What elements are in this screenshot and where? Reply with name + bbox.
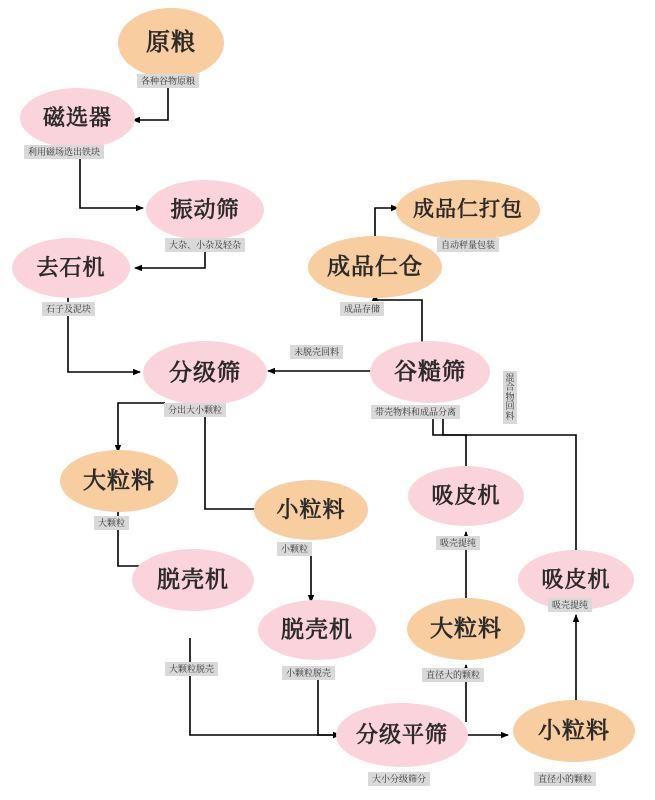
node-label: 分级筛 bbox=[169, 359, 241, 386]
edge-label-small-particles: 小颗粒 bbox=[277, 542, 312, 556]
edge-label-large-hulling: 大颗粒脱壳 bbox=[165, 662, 218, 676]
node-destoner[interactable] bbox=[12, 238, 130, 298]
node-label: 吸皮机 bbox=[431, 482, 501, 508]
node-vibrating-screen[interactable] bbox=[146, 180, 264, 240]
edge-label-mixed-return: 混合物回料 bbox=[503, 371, 517, 424]
edge-label-storage: 成品存储 bbox=[340, 302, 384, 316]
node-grading-screen[interactable] bbox=[143, 341, 267, 405]
edge-label-husk-purify-left: 吸壳提纯 bbox=[436, 536, 480, 550]
node-paddy-separator[interactable] bbox=[370, 341, 490, 403]
edge-label-unhulled-return: 未脱壳回料 bbox=[290, 345, 343, 359]
node-label: 脱壳机 bbox=[157, 566, 229, 593]
node-grading-flat-sifter[interactable] bbox=[336, 703, 468, 767]
node-huller-large[interactable] bbox=[132, 549, 254, 611]
node-label: 原粮 bbox=[146, 28, 196, 56]
edge-label-grading: 分出大小颗粒 bbox=[164, 403, 226, 417]
node-label: 分级平筛 bbox=[355, 721, 448, 747]
edge-label-separation: 带壳物料和成品分离 bbox=[371, 405, 460, 419]
node-magnetic-separator[interactable] bbox=[20, 88, 135, 148]
edge-label-magnetic: 利用磁场选出铁块 bbox=[24, 145, 104, 159]
node-husk-aspirator-left[interactable] bbox=[408, 466, 524, 526]
edge-label-husk-purify-right: 吸壳提纯 bbox=[548, 598, 592, 612]
node-label: 脱壳机 bbox=[281, 616, 353, 643]
edge-label-auto-weighing: 自动秤量包装 bbox=[437, 238, 499, 252]
node-raw-grain[interactable] bbox=[118, 8, 224, 78]
node-finished-kernel-silo[interactable] bbox=[308, 236, 442, 298]
edge-label-destoner: 石子及泥块 bbox=[42, 302, 95, 316]
node-huller-small[interactable] bbox=[258, 600, 376, 660]
node-label: 小粒料 bbox=[538, 717, 610, 744]
node-label: 振动筛 bbox=[170, 196, 240, 222]
edge-label-large-diameter: 直径大的颗粒 bbox=[422, 668, 484, 682]
node-small-grain-left[interactable] bbox=[254, 480, 368, 540]
node-small-grain-right[interactable] bbox=[513, 700, 635, 762]
edge-label-raw-grain: 各种谷物原粮 bbox=[137, 74, 199, 88]
node-label: 谷糙筛 bbox=[394, 358, 466, 385]
edge-label-large-particles: 大颗粒 bbox=[94, 516, 129, 530]
edge-label-vibrating: 大杂、小杂及轻杂 bbox=[165, 238, 245, 252]
node-label: 吸皮机 bbox=[541, 566, 611, 592]
edge-label-small-hulling: 小颗粒脱壳 bbox=[282, 666, 335, 680]
edge-label-small-diameter: 直径小的颗粒 bbox=[534, 772, 596, 786]
node-finished-kernel-packing[interactable] bbox=[396, 180, 540, 240]
node-label: 小粒料 bbox=[276, 496, 346, 522]
node-label: 去石机 bbox=[36, 254, 106, 280]
node-label: 大粒料 bbox=[430, 615, 502, 642]
node-label: 磁选器 bbox=[42, 104, 112, 130]
node-large-grain-left[interactable] bbox=[60, 450, 178, 512]
node-label: 成品仁打包 bbox=[413, 198, 523, 222]
edge-label-size-grading: 大小分级筛分 bbox=[368, 772, 430, 786]
node-label: 大粒料 bbox=[83, 467, 155, 494]
node-label: 成品仁仓 bbox=[327, 253, 423, 280]
node-large-grain-right[interactable] bbox=[407, 598, 525, 660]
